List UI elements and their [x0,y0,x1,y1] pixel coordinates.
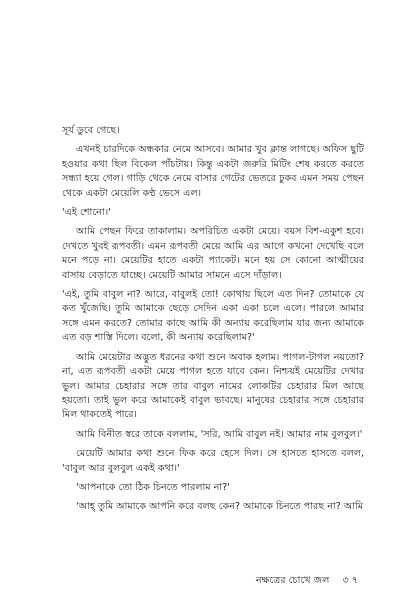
page-footer [256,574,358,589]
paragraph: আমি পেছন ফিরে তাকালাম। অপরিচিত একটা মেয়ে। বয়স বিশ-একুশ হবে। দেখতে খুবই রূপবতী। এমন রূপবতী মেয়ে আমি এর আগে কখনো দেখেছি বলে মনে পড়ে না। মেয়েটির হাতে একটা প্যাকেট। মনে হয় সে কোনো আত্মীয়ের বাসায় বেড়াতে যাচ্ছে। মেয়েটি আমার সামনে এসে দাঁড়াল। [62,226,364,281]
paragraph: এখনই চারদিকে অন্ধকার নেমে আসবে। আমার খুব ক্লান্ত লাগছে। অফিস ছুটি হওয়ার কথা ছিল বিকেল পাঁচটায়। কিন্তু একটা জরুরি মিটিং শেষ করতে করতে সন্ধ্যা হয়ে গেল। গাড়ি থেকে নেমে বাসার গেটের ভেতরে ঢুকব এমন সময় পেছন থেকে একটা মেয়েলি কণ্ঠ ভেসে এল। [62,144,364,199]
paragraph: 'এই শোনো।' [62,207,111,219]
page-number: ৩ ৭ [342,575,358,586]
paragraph: 'আপনাকে তো ঠিক চিনতে পারলাম না?' [76,481,230,493]
paragraph: আমি বিনীত স্বরে তাকে বললাম, 'সরি, আমি বাবুল নই। আমার নাম বুলবুল।' [76,428,363,440]
paragraph: মেয়েটি আমার কথা শুনে ফিক করে হেসে দিল। সে হাসতে হাসতে বলল, 'বাবুল আর বুলবুল একই কথা।' [62,448,364,474]
paragraph: 'আহ্‌ তুমি আমাকে আপনি করে বলছ কেন? আমাকে চিনতে পারছ না? আমি [76,501,364,513]
paragraph: আমি মেয়েটার অদ্ভুত ধরনের কথা শুনে অবাক হলাম। পাগল-টাগল নয়তো? না, এত রূপবতী একটা মেয়ে পাগল হতে যাবে কেন। নিশ্চয়ই মেয়েটির দেখার ভুল। আমার চেহারার সঙ্গে তার বাবুল নামের লোকটির চেহারার মিল আছে হয়তো। তাই ভুল করে আমাকেই বাবুল ভাবছে। মানুষের চেহারার সঙ্গে চেহারার মিল থাকতেই পারে। [62,351,364,421]
paragraph: সূর্য ডুবে গেছে। [62,125,120,136]
running-title: নক্ষত্রের চোখে জল [255,575,330,586]
body-text [62,124,364,520]
paragraph: 'এই, তুমি বাবুল না? আরে, বাবুলই তো! কোথায় ছিলে এত দিন? তোমাকে যে কত খুঁজেছি। তুমি আমাকে ছেড়ে সেদিন একা একা চলে এলে। পারলে আমার সঙ্গে এমন করতে? তোমার কাছে আমি কী অন্যায় করেছিলাম যার জন্য আমাকে এত বড় শাস্তি দিলে। বলো, কী অন্যায় করেছিলাম?' [62,289,364,344]
